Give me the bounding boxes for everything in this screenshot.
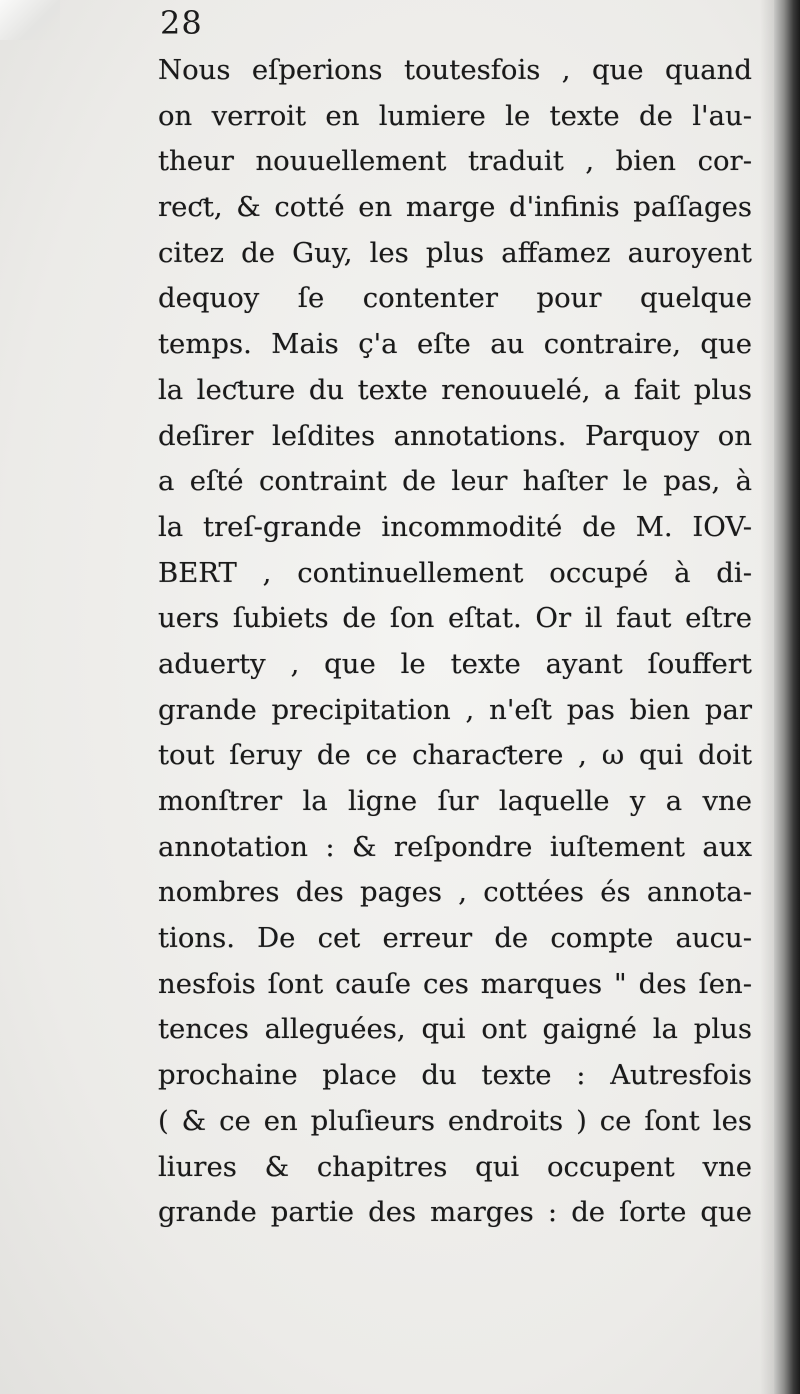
text-line: la leƈture du texte renouuelé, a fait plus bbox=[158, 373, 752, 406]
page-number: 28 bbox=[160, 4, 203, 42]
text-line: Nous eſperions toutesfois , que quand bbox=[158, 54, 752, 86]
text-line: prochaine place du texte : Autresfois bbox=[158, 1059, 752, 1092]
text-line: dequoy ſe contenter pour quelque bbox=[158, 282, 752, 315]
text-line: a eſté contraint de leur haſter le pas, à bbox=[158, 465, 752, 498]
page-corner bbox=[0, 0, 60, 40]
text-line: theur nouuellement traduit , bien cor- bbox=[158, 145, 752, 178]
text-line: BERT , continuellement occupé à di- bbox=[158, 556, 752, 589]
text-line: on verroit en lumiere le texte de l'au- bbox=[158, 99, 752, 132]
text-line: reƈt, & cotté en marge d'infinis paſſages bbox=[158, 191, 752, 224]
text-line: nombres des pages , cottées és annota- bbox=[158, 876, 752, 909]
text-line: tions. De cet erreur de compte aucu- bbox=[158, 922, 752, 955]
text-line: monſtrer la ligne ſur laquelle y a vne bbox=[158, 785, 752, 817]
text-line: temps. Mais ç'a eſte au contraire, que bbox=[158, 328, 752, 361]
text-line: deſirer leſdites annotations. Parquoy on bbox=[158, 419, 752, 452]
text-line: grande partie des marges : de ſorte que bbox=[158, 1196, 752, 1229]
text-line: citez de Guy, les plus affamez auroyent bbox=[158, 236, 752, 269]
text-line: la treſ-grande incommodité de M. IOV- bbox=[158, 510, 752, 543]
text-line: tences alleguées, qui ont gaigné la plus bbox=[158, 1013, 752, 1046]
text-line: grande precipitation , n'eſt pas bien par bbox=[158, 693, 752, 726]
text-line: annotation : & reſpondre iuſtement aux bbox=[158, 830, 752, 863]
text-line: ( & ce en pluſieurs endroits ) ce ſont les bbox=[158, 1104, 752, 1137]
text-line: liures & chapitres qui occupent vne bbox=[158, 1150, 752, 1183]
text-line: uers ſubiets de ſon eſtat. Or il faut eſtre bbox=[158, 602, 752, 635]
binding-shadow bbox=[760, 0, 774, 1394]
text-line: tout ſeruy de ce charaƈtere , ω qui doit bbox=[158, 739, 752, 772]
text-line: nesfois ſont cauſe ces marques " des ſen- bbox=[158, 967, 752, 1000]
body-text bbox=[158, 48, 752, 1236]
binding-gutter bbox=[774, 0, 800, 1394]
text-line: aduerty , que le texte ayant ſouffert bbox=[158, 647, 752, 680]
